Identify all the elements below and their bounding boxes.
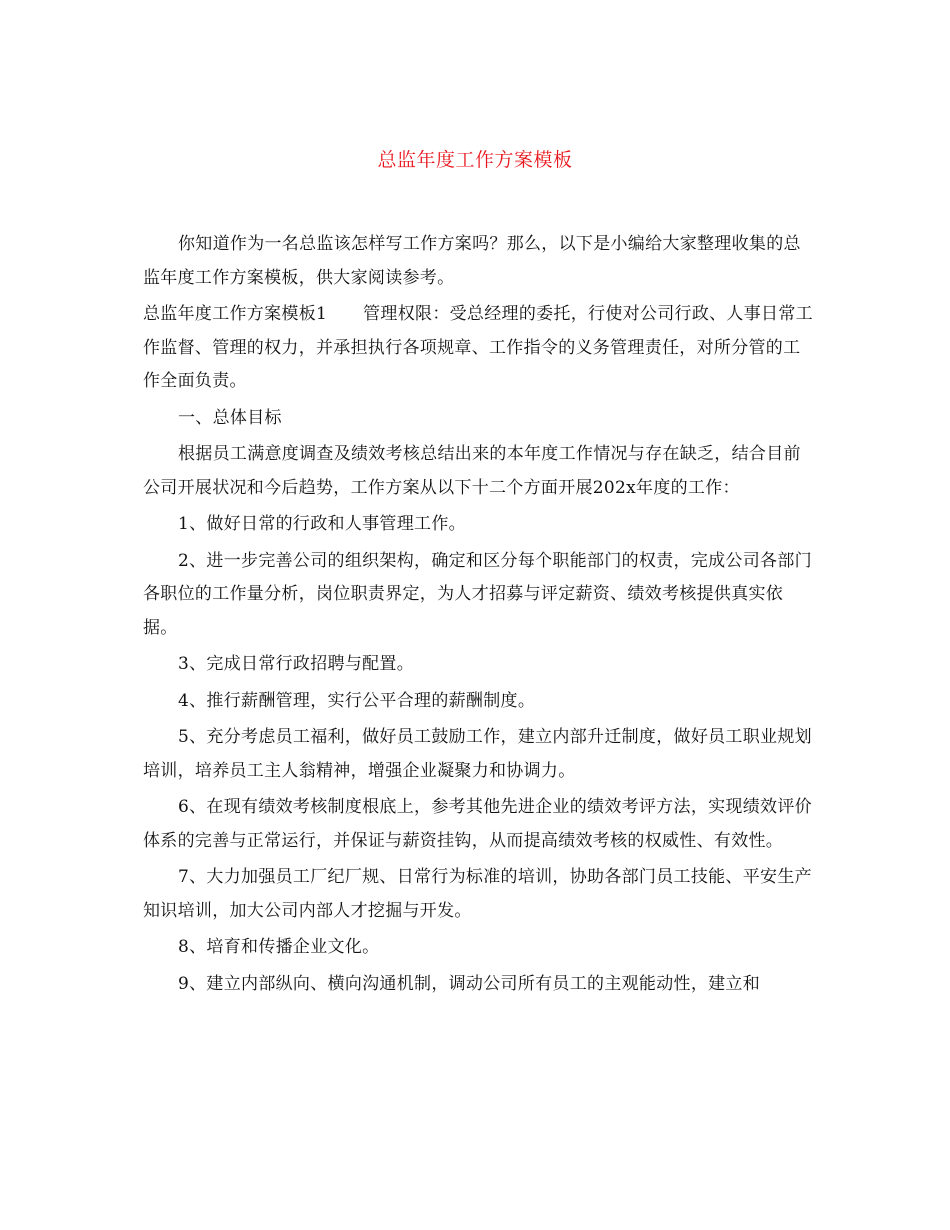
list-item: 9、建立内部纵向、横向沟通机制，调动公司所有员工的主观能动性，建立和 <box>178 973 761 994</box>
goal-heading: 一、总体目标 <box>178 407 282 428</box>
list-item: 6、在现有绩效考核制度根底上，参考其他先进企业的绩效考评方法，实现绩效评价体系的完善与正常运行，并保证与薪资挂钩，从而提高绩效考核的权威性、有效性。 <box>143 797 812 851</box>
list-item: 2、进一步完善公司的组织架构，确定和区分每个职能部门的权责，完成公司各部门各职位的工作量分析，岗位职责界定，为人才招募与评定薪资、绩效考核提供真实依据。 <box>143 550 812 638</box>
list-item: 3、完成日常行政招聘与配置。 <box>178 654 415 674</box>
list-item: 8、培育和传播企业文化。 <box>178 937 380 957</box>
list-item: 5、充分考虑员工福利，做好员工鼓励工作，建立内部升迁制度，做好员工职业规划培训，培养员工主人翁精神，增强企业凝聚力和协调力。 <box>143 727 812 781</box>
list-item: 4、推行薪酬管理，实行公平合理的薪酬制度。 <box>178 690 536 711</box>
goal-paragraph: 根据员工满意度调查及绩效考核总结出来的本年度工作情况与存在缺乏，结合目前公司开展状况和今后趋势，工作方案从以下十二个方面开展202x年度的工作： <box>143 444 801 498</box>
intro-paragraph: 你知道作为一名总监该怎样写工作方案吗？那么，以下是小编给大家整理收集的总监年度工作方案模板，供大家阅读参考。 <box>143 234 801 288</box>
section-paragraph <box>143 298 813 399</box>
authority-text: 管理权限：受总经理的委托，行使对公司行政、人事日常工作监督、管理的权力，并承担执行各项规章、工作指令的义务管理责任，对所分管的工作全面负责。 <box>143 304 813 391</box>
section-heading: 总监年度工作方案模板1 <box>143 304 328 324</box>
list-item: 7、大力加强员工厂纪厂规、日常行为标准的培训，协助各部门员工技能、平安生产知识培训，加大公司内部人才挖掘与开发。 <box>143 867 812 921</box>
list-item: 1、做好日常的行政和人事管理工作。 <box>178 514 466 534</box>
document-title: 总监年度工作方案模板 <box>377 149 573 171</box>
document-body <box>143 228 813 1004</box>
